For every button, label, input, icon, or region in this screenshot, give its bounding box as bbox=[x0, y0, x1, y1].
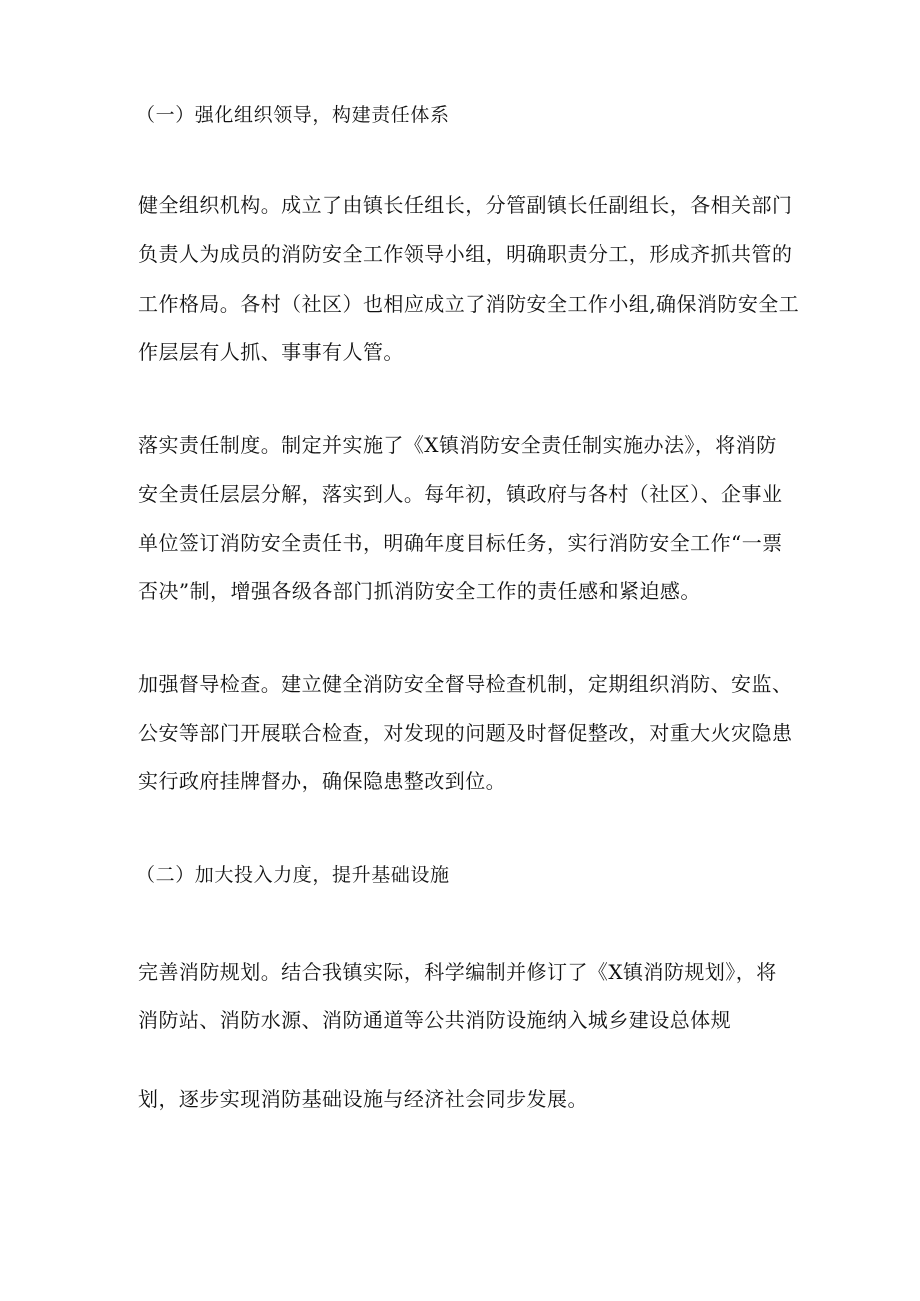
paragraph-line: 落实责任制度。制定并实施了《X镇消防安全责任制实施办法》，将消防 bbox=[138, 433, 777, 457]
paragraph-line: 健全组织机构。成立了由镇长任组长，分管副镇长任副组长，各相关部门 bbox=[138, 193, 793, 217]
paragraph-line: 负责人为成员的消防安全工作领导小组，明确职责分工，形成齐抓共管的 bbox=[138, 242, 793, 266]
paragraph-line: 划，逐步实现消防基础设施与经济社会同步发展。 bbox=[138, 1087, 588, 1111]
paragraph-line: 作层层有人抓、事事有人管。 bbox=[138, 340, 404, 364]
paragraph-line: 公安等部门开展联合检查，对发现的问题及时督促整改，对重大火灾隐患 bbox=[138, 721, 793, 745]
paragraph-line: 完善消防规划。结合我镇实际，科学编制并修订了《X镇消防规划》，将 bbox=[138, 960, 777, 984]
section-1-heading: （一）强化组织领导，构建责任体系 bbox=[136, 104, 450, 126]
paragraph-line: 安全责任层层分解，落实到人。每年初，镇政府与各村（社区）、企事业 bbox=[138, 482, 783, 506]
paragraph-line: 工作格局。各村（社区）也相应成立了消防安全工作小组,确保消防安全工 bbox=[138, 292, 800, 316]
paragraph-line: 加强督导检查。建立健全消防安全督导检查机制，定期组织消防、安监、 bbox=[138, 672, 793, 696]
paragraph-line: 实行政府挂牌督办，确保隐患整改到位。 bbox=[138, 769, 507, 793]
section-2-heading: （二）加大投入力度，提升基础设施 bbox=[136, 864, 450, 886]
paragraph-line: 单位签订消防安全责任书，明确年度目标任务，实行消防安全工作“一票 bbox=[138, 531, 783, 555]
paragraph-line: 否决”制，增强各级各部门抓消防安全工作的责任感和紧迫感。 bbox=[138, 579, 701, 603]
paragraph-line: 消防站、消防水源、消防通道等公共消防设施纳入城乡建设总体规 bbox=[138, 1008, 732, 1032]
